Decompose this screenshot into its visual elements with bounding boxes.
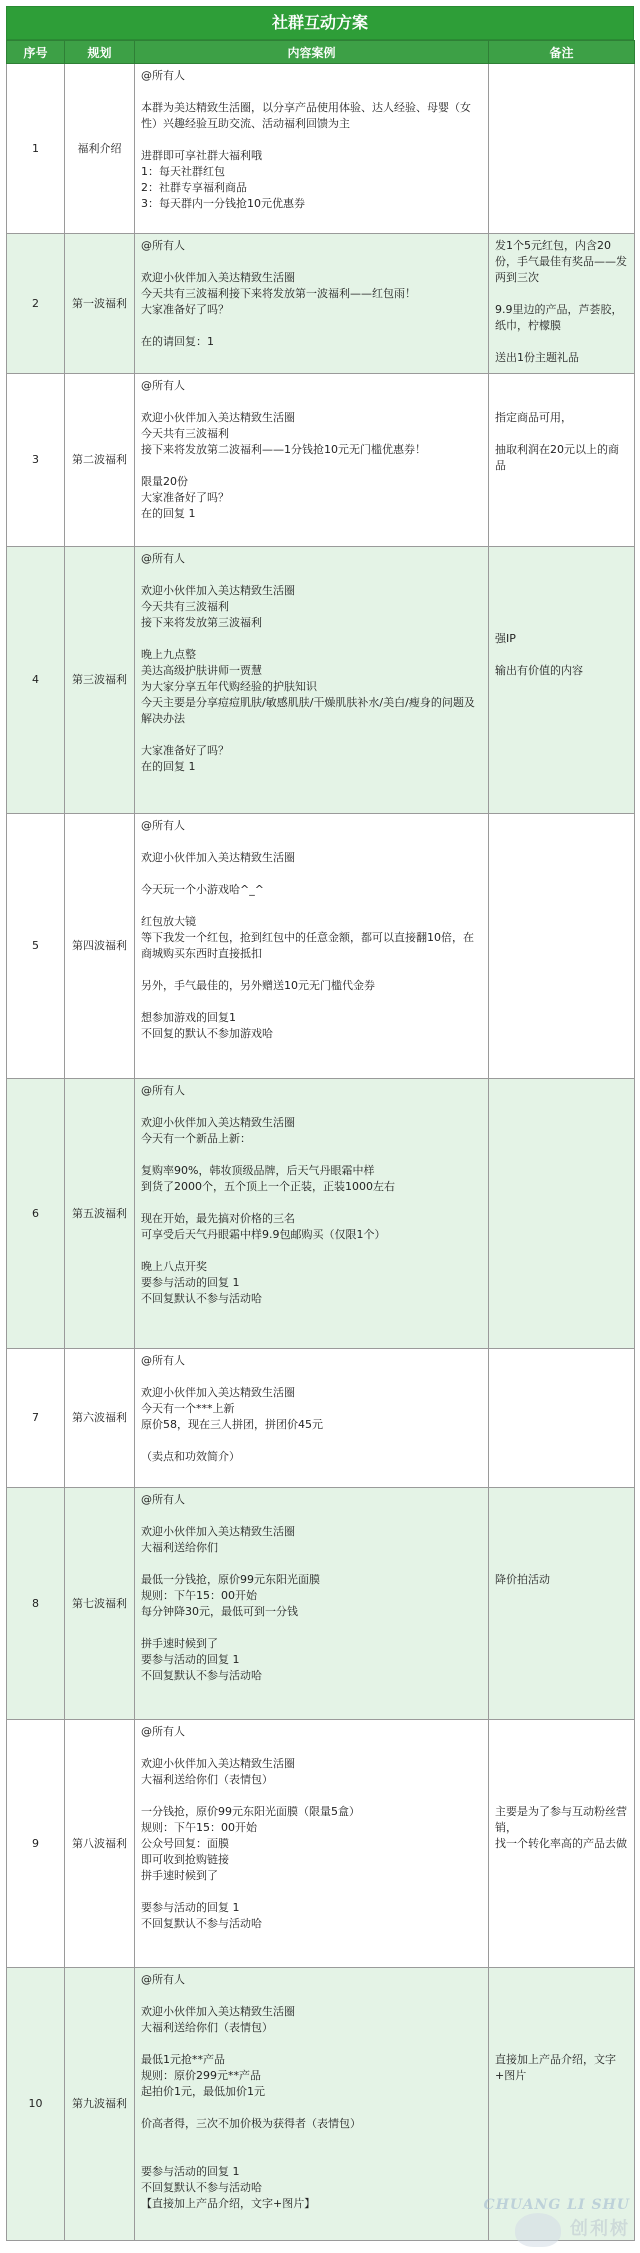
- content-line: 公众号回复：面膜: [141, 1837, 229, 1850]
- content-line: [141, 834, 482, 850]
- content-line: [141, 898, 482, 914]
- content-line: 等下我发一个红包，抢到红包中的任意金额，都可以直接翻10倍，在商城购买东西时直接抵扣: [141, 931, 474, 960]
- content-line: 拼手速时候到了: [141, 1869, 218, 1882]
- content-line: 大福利送给你们: [141, 1541, 218, 1554]
- content-line: [141, 567, 482, 583]
- row-note: [489, 234, 635, 374]
- note-line: [495, 378, 628, 394]
- note-line: [495, 567, 628, 583]
- content-line: 今天共有三波福利: [141, 600, 229, 613]
- content-line: 不回复默认不参与活动哈: [141, 1292, 262, 1305]
- table-body: [7, 64, 635, 2241]
- content-line: 欢迎小伙伴加入美达精致生活圈: [141, 411, 295, 424]
- note-line: [495, 551, 628, 567]
- note-line: [495, 1788, 628, 1804]
- content-line: [141, 1433, 482, 1449]
- table-row: [7, 1349, 635, 1488]
- row-plan: 第二波福利: [65, 374, 135, 547]
- row-plan: 第七波福利: [65, 1488, 135, 1720]
- row-content: [135, 814, 489, 1079]
- row-content: [135, 64, 489, 234]
- note-line: [495, 1972, 628, 1988]
- content-line: @所有人: [141, 1084, 185, 1097]
- row-content: [135, 1488, 489, 1720]
- note-line: [495, 1524, 628, 1540]
- row-content: [135, 1349, 489, 1488]
- content-line: 在的回复 1: [141, 760, 196, 773]
- header-row: [7, 41, 635, 64]
- content-line: 现在开始，最先搞对价格的三名: [141, 1212, 295, 1225]
- content-line: 2：社群专享福利商品: [141, 181, 247, 194]
- content-line: 大家准备好了吗？: [141, 303, 229, 316]
- content-line: @所有人: [141, 1493, 185, 1506]
- row-note: [489, 64, 635, 234]
- header-content: 内容案例: [135, 41, 489, 64]
- content-line: [141, 1788, 482, 1804]
- content-line: 【直接加上产品介绍，文字+图片】: [141, 2197, 316, 2210]
- note-line: [495, 1756, 628, 1772]
- content-line: 为大家分享五年代购经验的护肤知识: [141, 680, 317, 693]
- content-line: [141, 132, 482, 148]
- content-line: 即可收到抢购链接: [141, 1853, 229, 1866]
- note-line: [495, 1540, 628, 1556]
- note-line: [495, 286, 628, 302]
- note-line: 主要是为了参与互动粉丝营销，: [495, 1805, 627, 1834]
- content-line: 今天共有三波福利: [141, 427, 229, 440]
- content-line: 在的回复 1: [141, 507, 196, 520]
- row-number: 2: [7, 234, 65, 374]
- note-line: [495, 1492, 628, 1508]
- content-line: [141, 84, 482, 100]
- note-line: [495, 599, 628, 615]
- content-line: @所有人: [141, 1354, 185, 1367]
- content-line: 想参加游戏的回复1: [141, 1011, 236, 1024]
- note-line: 抽取利润在20元以上的商品: [495, 443, 619, 472]
- content-line: 本群为美达精致生活圈，以分享产品使用体验、达人经验、母婴（女性）兴趣经验互助交流、活动福利回馈为主: [141, 101, 471, 130]
- row-plan: 第四波福利: [65, 814, 135, 1079]
- content-line: [141, 2148, 482, 2164]
- content-line: 晚上八点开奖: [141, 1260, 207, 1273]
- row-note: [489, 374, 635, 547]
- note-line: [495, 2020, 628, 2036]
- content-line: [141, 1884, 482, 1900]
- row-number: 10: [7, 1968, 65, 2241]
- content-line: 到货了2000个，五个顶上一个正装，正装1000左右: [141, 1180, 395, 1193]
- watermark-latin: CHUANG LI SHU: [483, 2197, 630, 2213]
- row-plan: 第八波福利: [65, 1720, 135, 1968]
- content-line: 可享受后天气丹眼霜中样9.9包邮购买（仅限1个）: [141, 1228, 386, 1241]
- row-content: [135, 234, 489, 374]
- content-line: 起拍价1元，最低加价1元: [141, 2085, 265, 2098]
- content-line: 最低1元抢**产品: [141, 2053, 225, 2066]
- note-line: 发1个5元红包，内含20份，手气最佳有奖品——发两到三次: [495, 239, 627, 284]
- content-line: 今天共有三波福利接下来将发放第一波福利——红包雨！: [141, 287, 416, 300]
- header-num: 序号: [7, 41, 65, 64]
- note-line: 强IP: [495, 632, 516, 645]
- row-note: [489, 1349, 635, 1488]
- watermark-name: 创利树: [570, 2218, 630, 2240]
- note-line: [495, 1556, 628, 1572]
- content-line: [141, 1243, 482, 1259]
- row-content: [135, 374, 489, 547]
- content-line: 要参与活动的回复 1: [141, 1653, 240, 1666]
- content-line: 大家准备好了吗？: [141, 491, 229, 504]
- content-line: [141, 2132, 482, 2148]
- content-line: [141, 1147, 482, 1163]
- note-line: [495, 1508, 628, 1524]
- row-plan: 第一波福利: [65, 234, 135, 374]
- content-line: 另外，手气最佳的，另外赠送10元无门槛代金券: [141, 979, 375, 992]
- content-line: 每分钟降30元，最低可到一分钱: [141, 1605, 298, 1618]
- content-line: 欢迎小伙伴加入美达精致生活圈: [141, 1757, 295, 1770]
- table-row: [7, 1488, 635, 1720]
- table-row: [7, 547, 635, 814]
- content-line: @所有人: [141, 239, 185, 252]
- content-line: @所有人: [141, 552, 185, 565]
- content-line: 要参与活动的回复 1: [141, 1901, 240, 1914]
- note-line: [495, 583, 628, 599]
- content-line: 欢迎小伙伴加入美达精致生活圈: [141, 2005, 295, 2018]
- note-line: [495, 1724, 628, 1740]
- content-line: 接下来将发放第三波福利: [141, 616, 262, 629]
- row-plan: 福利介绍: [65, 64, 135, 234]
- row-content: [135, 1079, 489, 1349]
- table-row: [7, 234, 635, 374]
- content-line: [141, 727, 482, 743]
- content-line: 要参与活动的回复 1: [141, 1276, 240, 1289]
- content-line: [141, 994, 482, 1010]
- note-line: 找一个转化率高的产品去做: [495, 1837, 627, 1850]
- content-line: 不回复默认不参与活动哈: [141, 1917, 262, 1930]
- row-content: [135, 547, 489, 814]
- content-line: 规则：原价299元**产品: [141, 2069, 261, 2082]
- content-line: [141, 1620, 482, 1636]
- content-line: 欢迎小伙伴加入美达精致生活圈: [141, 1116, 295, 1129]
- note-line: [495, 647, 628, 663]
- row-number: 7: [7, 1349, 65, 1488]
- content-line: [141, 1508, 482, 1524]
- content-line: 限量20份: [141, 475, 188, 488]
- content-line: 价高者得，三次不加价极为获得者（表情包）: [141, 2117, 361, 2130]
- content-line: 复购率90%，韩妆顶级品牌，后天气丹眼霜中样: [141, 1164, 375, 1177]
- note-line: [495, 1740, 628, 1756]
- watermark-brand: [484, 2213, 630, 2247]
- content-line: @所有人: [141, 1973, 185, 1986]
- content-line: [141, 1740, 482, 1756]
- row-content: [135, 1968, 489, 2241]
- content-line: [141, 318, 482, 334]
- content-line: [141, 1099, 482, 1115]
- content-line: 欢迎小伙伴加入美达精致生活圈: [141, 851, 295, 864]
- scheme-table: [6, 40, 635, 2241]
- content-line: [141, 458, 482, 474]
- content-line: 今天有一个***上新: [141, 1402, 235, 1415]
- row-note: [489, 1079, 635, 1349]
- note-line: 送出1份主题礼品: [495, 351, 579, 364]
- row-number: 8: [7, 1488, 65, 1720]
- sheet-title: 社群互动方案: [6, 6, 634, 40]
- content-line: （卖点和功效简介）: [141, 1450, 240, 1463]
- content-line: [141, 1369, 482, 1385]
- row-note: [489, 1488, 635, 1720]
- content-line: 今天主要是分享痘痘肌肤/敏感肌肤/干燥肌肤补水/美白/瘦身的问题及解决办法: [141, 696, 475, 725]
- note-line: 直接加上产品介绍，文字+图片: [495, 2053, 616, 2082]
- content-line: [141, 866, 482, 882]
- row-note: [489, 814, 635, 1079]
- content-line: 不回复默认不参与活动哈: [141, 1669, 262, 1682]
- row-plan: 第五波福利: [65, 1079, 135, 1349]
- content-line: [141, 631, 482, 647]
- note-line: 指定商品可用，: [495, 411, 572, 424]
- header-note: 备注: [489, 41, 635, 64]
- row-note: [489, 1720, 635, 1968]
- row-plan: 第六波福利: [65, 1349, 135, 1488]
- scheme-sheet: [6, 6, 634, 2241]
- content-line: 欢迎小伙伴加入美达精致生活圈: [141, 584, 295, 597]
- table-row: [7, 374, 635, 547]
- content-line: 美达高级护肤讲师一贾慧: [141, 664, 262, 677]
- content-line: 规则：下午15：00开始: [141, 1589, 257, 1602]
- content-line: 在的请回复：1: [141, 335, 214, 348]
- content-line: [141, 1988, 482, 2004]
- content-line: 今天玩一个小游戏哈^_^: [141, 883, 264, 896]
- row-plan: 第三波福利: [65, 547, 135, 814]
- note-line: [495, 1988, 628, 2004]
- content-line: 今天有一个新品上新：: [141, 1132, 251, 1145]
- content-line: 晚上九点整: [141, 648, 196, 661]
- row-number: 1: [7, 64, 65, 234]
- content-line: 规则：下午15：00开始: [141, 1821, 257, 1834]
- row-content: [135, 1720, 489, 1968]
- note-line: [495, 2036, 628, 2052]
- content-line: 原价58，现在三人拼团，拼团价45元: [141, 1418, 323, 1431]
- note-line: [495, 426, 628, 442]
- content-line: @所有人: [141, 1725, 185, 1738]
- content-line: @所有人: [141, 379, 185, 392]
- row-number: 4: [7, 547, 65, 814]
- row-number: 6: [7, 1079, 65, 1349]
- content-line: 大家准备好了吗？: [141, 744, 229, 757]
- content-line: 1：每天社群红包: [141, 165, 225, 178]
- content-line: 欢迎小伙伴加入美达精致生活圈: [141, 271, 295, 284]
- note-line: [495, 615, 628, 631]
- content-line: [141, 394, 482, 410]
- content-line: 红包放大镜: [141, 915, 196, 928]
- content-line: 进群即可享社群大福利哦: [141, 149, 262, 162]
- table-row: [7, 64, 635, 234]
- content-line: 拼手速时候到了: [141, 1637, 218, 1650]
- content-line: [141, 254, 482, 270]
- content-line: 3：每天群内一分钱抢10元优惠券: [141, 197, 305, 210]
- content-line: @所有人: [141, 819, 185, 832]
- watermark: [484, 2197, 630, 2247]
- content-line: 不回复的默认不参加游戏哈: [141, 1027, 273, 1040]
- content-line: 不回复默认不参与活动哈: [141, 2181, 262, 2194]
- content-line: [141, 1556, 482, 1572]
- note-line: [495, 394, 628, 410]
- content-line: 要参与活动的回复 1: [141, 2165, 240, 2178]
- row-number: 9: [7, 1720, 65, 1968]
- row-number: 3: [7, 374, 65, 547]
- header-plan: 规划: [65, 41, 135, 64]
- content-line: [141, 1195, 482, 1211]
- content-line: 欢迎小伙伴加入美达精致生活圈: [141, 1386, 295, 1399]
- note-line: 输出有价值的内容: [495, 664, 583, 677]
- content-line: 欢迎小伙伴加入美达精致生活圈: [141, 1525, 295, 1538]
- table-row: [7, 1720, 635, 1968]
- row-plan: 第九波福利: [65, 1968, 135, 2241]
- row-number: 5: [7, 814, 65, 1079]
- content-line: 大福利送给你们（表情包）: [141, 2021, 273, 2034]
- table-row: [7, 1079, 635, 1349]
- content-line: 最低一分钱抢，原价99元东阳光面膜: [141, 1573, 320, 1586]
- note-line: [495, 1772, 628, 1788]
- row-note: [489, 547, 635, 814]
- content-line: 接下来将发放第二波福利——1分钱抢10元无门槛优惠券！: [141, 443, 426, 456]
- note-line: 降价拍活动: [495, 1573, 550, 1586]
- content-line: @所有人: [141, 69, 185, 82]
- note-line: 9.9里边的产品，芦荟胶，纸巾，柠檬膜: [495, 303, 623, 332]
- content-line: [141, 2100, 482, 2116]
- content-line: 大福利送给你们（表情包）: [141, 1773, 273, 1786]
- content-line: [141, 2036, 482, 2052]
- note-line: [495, 334, 628, 350]
- content-line: [141, 962, 482, 978]
- content-line: 一分钱抢，原价99元东阳光面膜（限量5盒）: [141, 1805, 360, 1818]
- tree-logo-icon: [515, 2213, 561, 2247]
- note-line: [495, 2004, 628, 2020]
- table-row: [7, 814, 635, 1079]
